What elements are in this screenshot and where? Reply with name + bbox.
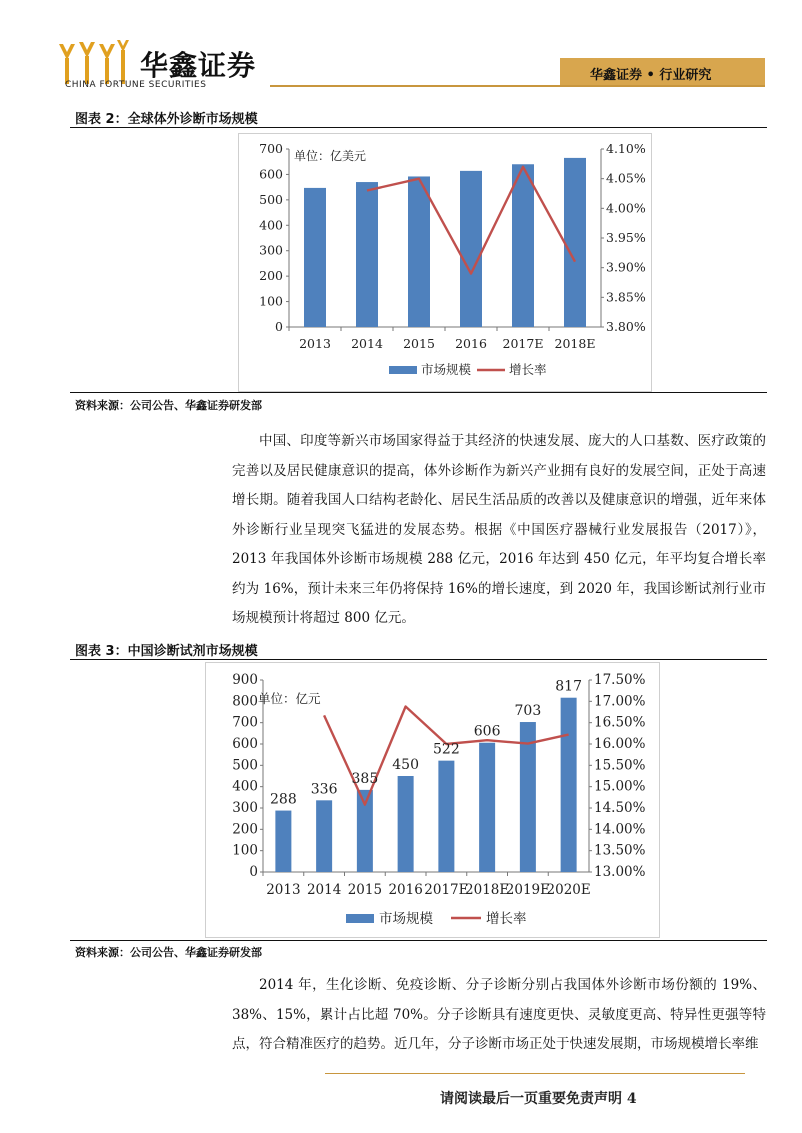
x-tick-label: 2013 [266,882,301,898]
y-left-tick-label: 0 [275,319,283,334]
figure-3-legend-bar-label: 市场规模 [379,911,433,927]
y-left-tick-label: 600 [232,736,258,752]
header-band-label: 华鑫证券 • 行业研究 [590,68,712,83]
x-tick-label: 2015 [403,336,435,351]
y-left-tick-label: 0 [249,864,258,880]
figure-3-axes [260,680,592,876]
figure-2-axes [286,149,604,331]
bar [275,811,291,872]
y-left-tick-label: 700 [232,714,258,731]
x-tick-label: 2016 [388,882,423,898]
y-left-tick-label: 400 [232,778,258,795]
brand-english-name: CHINA FORTUNE SECURITIES [65,80,207,90]
y-right-tick-label: 3.85% [606,289,646,305]
y-right-tick-label: 4.05% [606,170,646,186]
figure-2-unit-label: 单位：亿美元 [294,149,367,163]
x-tick-label: 2020E [546,882,591,898]
y-left-tick-label: 400 [259,217,283,233]
figure-2-legend-bar-label: 市场规模 [421,362,472,377]
bar [564,158,586,327]
y-right-tick-label: 14.00% [594,821,646,838]
bar [438,761,454,872]
y-left-tick-label: 200 [259,268,283,284]
x-tick-label: 2018E [465,882,510,898]
figure-2-legend-line-label: 增长率 [509,362,547,377]
y-left-tick-label: 800 [232,693,258,710]
x-tick-label: 2017E [502,336,544,351]
y-right-tick-label: 15.00% [594,778,646,795]
footer-disclaimer: 请阅读最后一页重要免责声明 4 [440,1091,637,1107]
y-right-tick-label: 4.00% [606,200,646,216]
y-right-tick-label: 3.80% [606,319,646,334]
y-right-tick-label: 15.50% [594,757,646,774]
bar-data-label: 703 [514,703,542,720]
y-left-tick-label: 300 [259,242,283,258]
bar-data-label: 288 [270,791,297,808]
body-paragraph-2: 2014 年，生化诊断、免疫诊断、分子诊断分别占我国体外诊断市场份额的 19%、38%、15%，累计占比超 70%。分子诊断具有速度更快、灵敏度更高、特异性更强等特点，符合精准医疗的趋势。近几年，分子诊断市场正处于快速发展期，市场规模增长率维 [232,977,766,1052]
y-left-tick-label: 100 [232,842,258,859]
y-right-tick-label: 4.10% [606,141,646,156]
x-tick-label: 2018E [554,336,596,351]
figure-3-source-rule [70,940,767,941]
body-paragraph-1: 中国、印度等新兴市场国家得益于其经济的快速发展、庞大的人口基数、医疗政策的完善以及居民健康意识的提高，体外诊断作为新兴产业拥有良好的发展空间，正处于高速增长期。随着我国人口结构老龄化、居民生活品质的改善以及健康意识的增强，近年来体外诊断行业呈现突飞猛进的发展态势。根据《中国医疗器械行业发展报告（2017）》，2013 年我国体外诊断市场规模 288 亿元，2016 年达到 450 亿元，年平均复合增长率约为 16%，预计未来三年仍将保持 16%的增长速度，到 2020 年，我国诊断试剂行业市场规模预计将超过 800 亿元。 [232,433,766,626]
x-tick-label: 2015 [347,882,383,898]
x-tick-label: 2019E [505,882,550,898]
y-left-tick-label: 300 [232,800,258,816]
bar [304,188,326,327]
figure-3-chart [205,662,660,938]
figure-3-legend-line-label: 增长率 [486,911,527,927]
figure-2-chart [238,133,652,392]
y-right-tick-label: 3.90% [606,259,646,275]
x-tick-label: 2014 [306,882,342,898]
y-left-tick-label: 200 [232,821,258,838]
header-divider [270,85,765,87]
bar-data-label: 385 [351,770,379,787]
figure-2-source-rule [70,392,767,393]
y-left-tick-label: 500 [259,191,283,207]
x-tick-label: 2016 [455,336,487,351]
figure-2-caption-rule [70,127,767,128]
brand-name: 华鑫证券 [140,49,257,82]
bar [398,776,414,872]
bar-data-label: 817 [555,678,582,695]
y-right-tick-label: 16.50% [594,714,646,731]
bar [512,164,534,327]
figure-3-caption: 图表 3：中国诊断试剂市场规模 [75,644,258,659]
bar [408,176,430,327]
bar-data-label: 522 [433,741,460,758]
y-left-tick-label: 600 [259,166,283,182]
bar-data-label: 336 [310,781,338,798]
figure-3-source: 资料来源：公司公告、华鑫证券研发部 [75,946,262,959]
figure-3-unit-label: 单位：亿元 [258,691,321,706]
y-right-tick-label: 17.00% [594,693,646,710]
y-left-tick-label: 700 [259,141,283,156]
bar [356,182,378,327]
figure-2-legend-bar-swatch [389,366,417,374]
y-right-tick-label: 17.50% [594,672,646,688]
y-right-tick-label: 16.00% [594,736,646,752]
figure-3-legend-bar-swatch [346,914,374,923]
y-right-tick-label: 14.50% [594,800,646,816]
bar [316,800,332,872]
y-right-tick-label: 3.95% [606,230,646,245]
bar [479,743,495,872]
x-tick-label: 2017E [424,882,469,898]
y-right-tick-label: 13.50% [594,842,646,859]
bar [460,171,482,327]
y-right-tick-label: 13.00% [594,864,646,880]
figure-2-caption: 图表 2：全球体外诊断市场规模 [75,112,258,127]
x-tick-label: 2014 [351,336,383,351]
bar-data-label: 606 [473,723,501,740]
footer-divider [325,1073,745,1074]
y-left-tick-label: 100 [259,293,283,309]
figure-3-caption-rule [70,659,767,660]
y-left-tick-label: 500 [232,757,258,774]
bar [561,698,577,872]
x-tick-label: 2013 [299,336,331,351]
y-left-tick-label: 900 [232,672,258,688]
bar-data-label: 450 [392,757,419,773]
figure-2-source: 资料来源：公司公告、华鑫证券研发部 [75,399,262,412]
